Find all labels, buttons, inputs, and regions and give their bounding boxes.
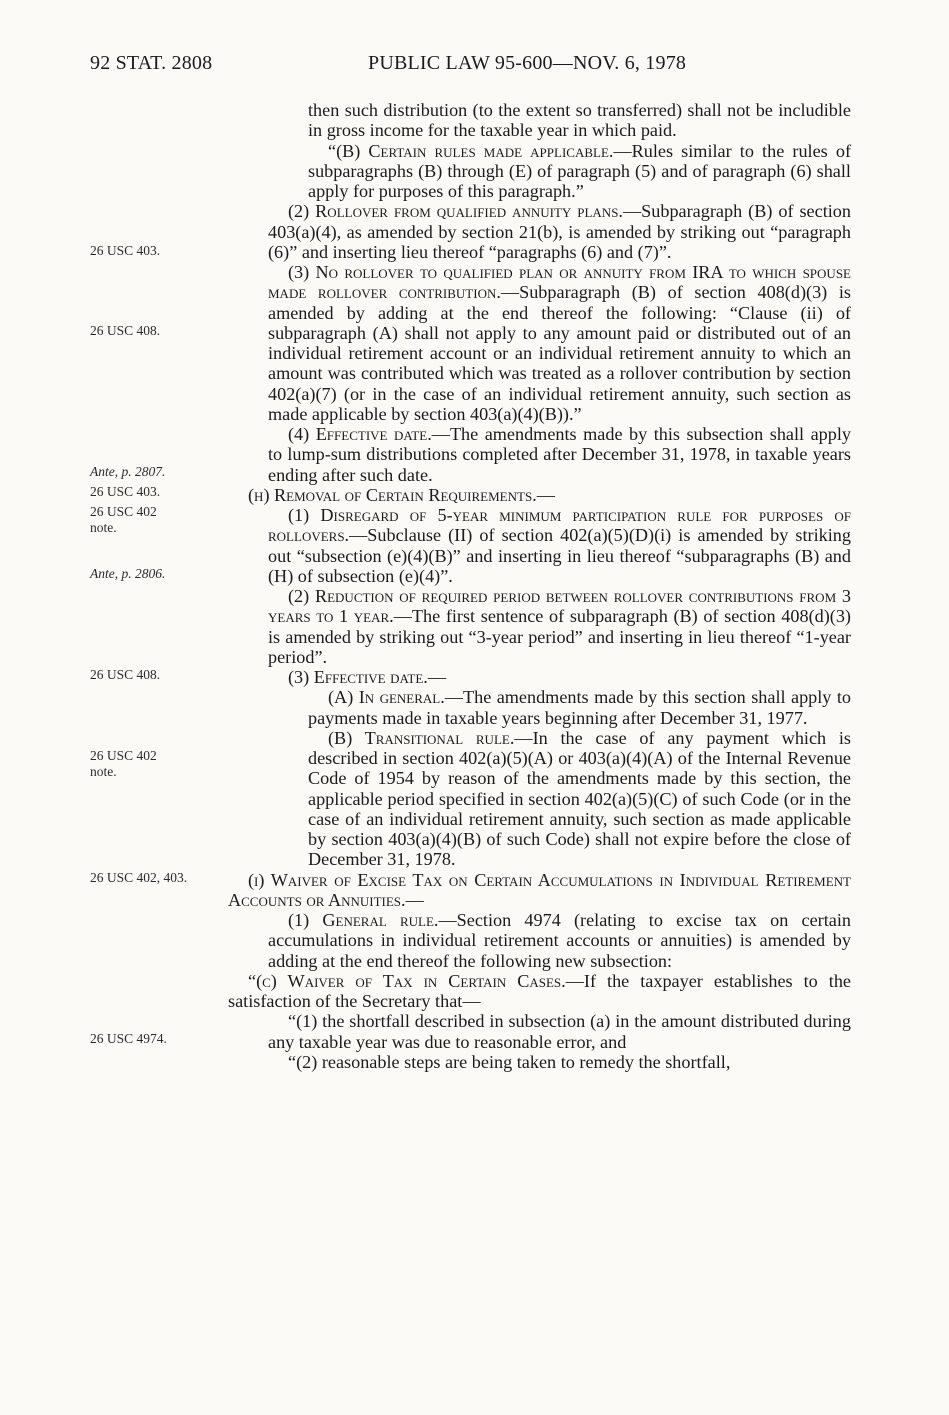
section-heading: (i) Waiver of Excise Tax on Certain Accumulations in Individual Retirement Accounts or Annuities.— bbox=[228, 869, 851, 910]
margin-note: 26 USC 403. bbox=[90, 484, 161, 499]
paragraph: “(B) Certain rules made applicable.—Rules similar to the rules of subparagraphs (B) through (E) of paragraph (5) and of paragraph (6) shall apply for purposes of this paragraph.” bbox=[308, 140, 851, 201]
page-header-title: PUBLIC LAW 95-600—NOV. 6, 1978 bbox=[368, 52, 687, 74]
margin-note: 26 USC 4974. bbox=[90, 1031, 167, 1046]
paragraph: (1) General rule.—Section 4974 (relating to excise tax on certain accumulations in individual retirement accounts or annuities) is amended by adding at the end thereof the following new subsection: bbox=[268, 910, 851, 971]
paragraph: (4) Effective date.—The amendments made by this subsection shall apply to lump-sum distributions completed after December 31, 1978, in taxable years ending after such date. bbox=[268, 424, 851, 485]
paragraph: (2) Reduction of required period between rollover contributions from 3 years to 1 year.—The first sentence of subparagraph (B) of section 408(d)(3) is amended by striking out “3-year period” and inserting in lieu thereof “1-year period”. bbox=[268, 586, 851, 667]
margin-note: 26 USC 408. bbox=[90, 667, 161, 682]
margin-note: 26 USC 402, 403. bbox=[90, 870, 188, 885]
paragraph: “(1) the shortfall described in subsection (a) in the amount distributed during any taxable year was due to reasonable error, and bbox=[268, 1011, 851, 1052]
margin-note: 26 USC 402 note. bbox=[90, 748, 157, 779]
paragraph: then such distribution (to the extent so transferred) shall not be includible in gross income for the taxable year in which paid. bbox=[308, 100, 851, 141]
paragraph: “(c) Waiver of Tax in Certain Cases.—If the taxpayer establishes to the satisfaction of the Secretary that— bbox=[228, 970, 851, 1011]
margin-note: Ante, p. 2806. bbox=[90, 566, 166, 581]
paragraph: “(2) reasonable steps are being taken to remedy the shortfall, bbox=[288, 1051, 731, 1072]
paragraph: (1) Disregard of 5-year minimum participation rule for purposes of rollovers.—Subclause (II) of section 402(a)(5)(D)(i) is amended by striking out “subsection (e)(4)(B)” and inserting in lieu thereof “subparagraphs (B) and (H) of subsection (e)(4)”. bbox=[268, 505, 851, 586]
paragraph: (B) Transitional rule.—In the case of any payment which is described in section 402(a)(5)(A) or 403(a)(4)(A) of the Internal Revenue Code of 1954 by reason of the amendments made by this section, the applicable period specified in section 402(a)(5)(C) of such Code (or in the case of an individual retirement annuity, such section as made applicable by section 403(a)(4)(B) of such Code) shall not expire before the close of December 31, 1978. bbox=[308, 727, 851, 870]
margin-note: 26 USC 403. bbox=[90, 243, 161, 258]
margin-note: 26 USC 408. bbox=[90, 323, 161, 338]
paragraph: (A) In general.—The amendments made by this section shall apply to payments made in taxable years beginning after December 31, 1977. bbox=[308, 687, 851, 728]
paragraph: (3) No rollover to qualified plan or annuity from IRA to which spouse made rollover contribution.—Subparagraph (B) of section 408(d)(3) is amended by adding at the end thereof the following: “Clause (ii) of subparagraph (A) shall not apply to any amount paid or distributed out of an individual retirement account or an individual retirement annuity to which an amount was contributed which was treated as a rollover contribution by section 402(a)(7) (or in the case of an individual retirement annuity, such section as made applicable by section 403(a)(4)(B)).” bbox=[268, 262, 851, 424]
page-header-left: 92 STAT. 2808 bbox=[90, 52, 213, 74]
section-heading: (h) Removal of Certain Requirements.— bbox=[248, 484, 555, 505]
paragraph: (3) Effective date.— bbox=[288, 667, 447, 687]
margin-note: 26 USC 402 note. bbox=[90, 504, 157, 535]
paragraph: (2) Rollover from qualified annuity plans.—Subparagraph (B) of section 403(a)(4), as amended by section 21(b), is amended by striking out “paragraph (6)” and inserting lieu thereof “paragraphs (6) and (7)”. bbox=[268, 201, 851, 262]
margin-note: Ante, p. 2807. bbox=[90, 464, 166, 479]
body-text bbox=[228, 100, 851, 1072]
